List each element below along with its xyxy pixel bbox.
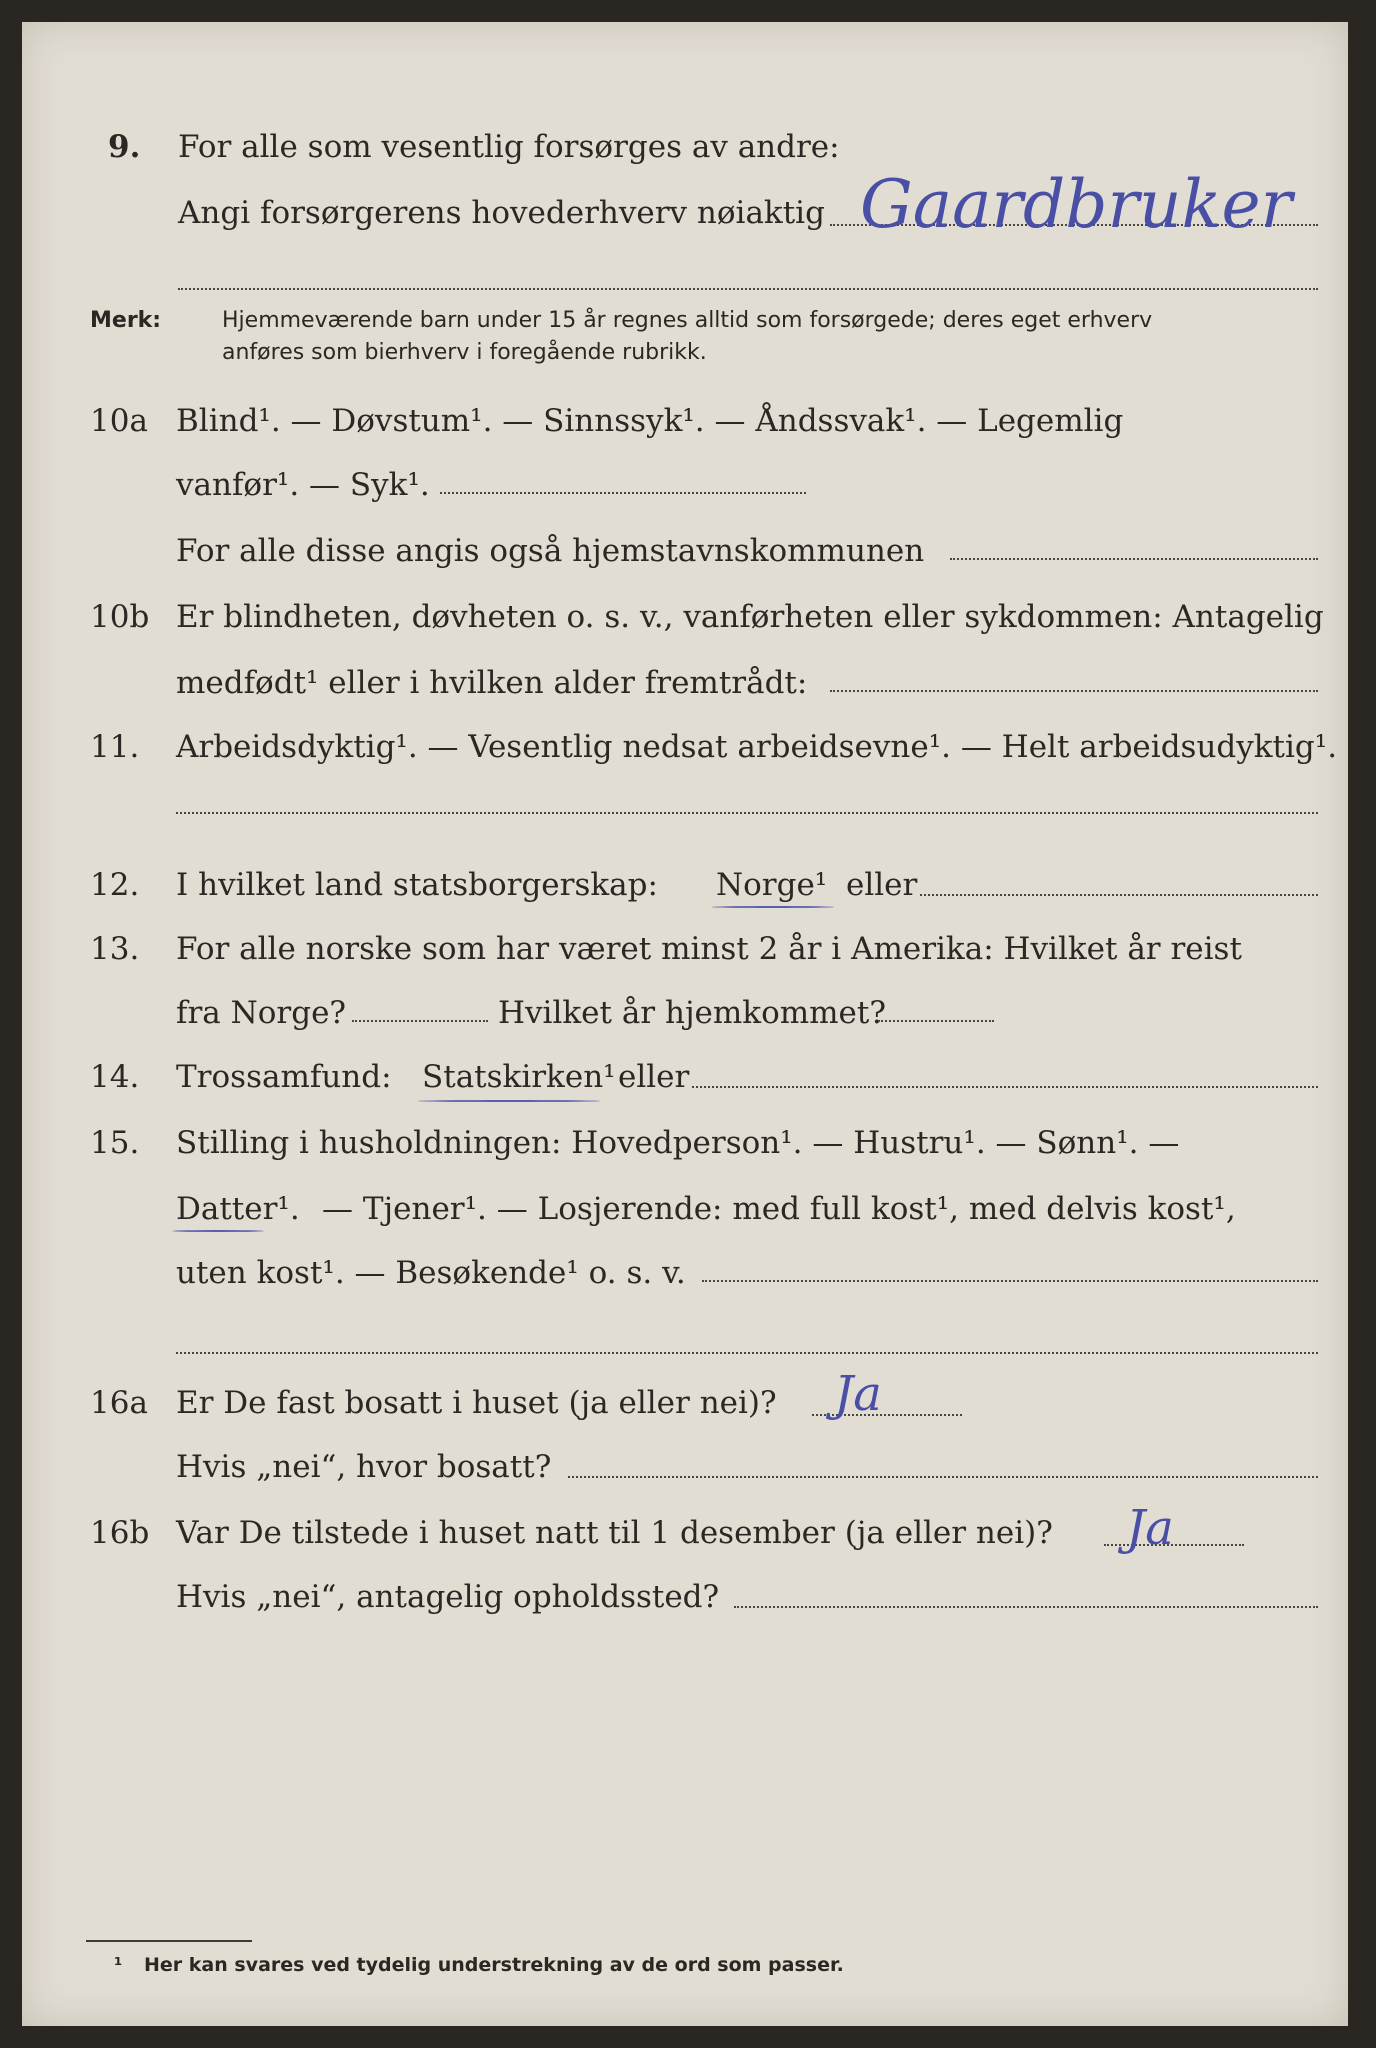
q16a-line1: Er De fast bosatt i huset (ja eller nei)?	[176, 1385, 777, 1421]
q14-option-statskirken[interactable]: Statskirken¹	[422, 1059, 616, 1095]
q9-extra-line[interactable]	[178, 288, 1318, 290]
q16a-bosatt-field[interactable]	[568, 1476, 1318, 1478]
q11-extra-line[interactable]	[176, 812, 1318, 814]
q16b-line1: Var De tilstede i huset natt til 1 desember (ja eller nei)?	[176, 1515, 1053, 1551]
q15-datter-underline	[172, 1230, 264, 1232]
q10a-line2: vanfør¹. — Syk¹.	[176, 467, 430, 503]
q10b-alder-field[interactable]	[830, 690, 1318, 692]
q13-reist-label: fra Norge?	[176, 995, 347, 1031]
q15-other-field[interactable]	[702, 1280, 1318, 1282]
q13-line1: For alle norske som har været minst 2 år i Amerika: Hvilket år reist	[176, 931, 1242, 967]
footnote-rule	[86, 1940, 252, 1942]
q14-number: 14.	[90, 1059, 140, 1095]
q14-other-field[interactable]	[692, 1086, 1318, 1088]
q16a-handwritten-answer: Ja	[834, 1366, 882, 1422]
q10a-line1: Blind¹. — Døvstum¹. — Sinnssyk¹. — Åndssvak¹. — Legemlig	[176, 403, 1124, 439]
q12-number: 12.	[90, 867, 140, 903]
q12-eller: eller	[846, 867, 918, 903]
q15-option-datter[interactable]: Datter¹.	[176, 1191, 300, 1227]
q15-line3: uten kost¹. — Besøkende¹ o. s. v.	[176, 1255, 686, 1291]
footnote-text: Her kan svares ved tydelig understrekning av de ord som passer.	[144, 1954, 844, 1976]
q16b-handwritten-answer: Ja	[1126, 1500, 1174, 1556]
q13-hjemkommet-field[interactable]	[878, 1020, 994, 1022]
q16b-number: 16b	[90, 1515, 150, 1551]
merk-line1: Hjemmeværende barn under 15 år regnes alltid som forsørgede; deres eget erhverv	[222, 308, 1153, 333]
q14-label: Trossamfund:	[176, 1059, 392, 1095]
q13-number: 13.	[90, 931, 140, 967]
q9-handwritten-answer: Gaardbruker	[860, 166, 1293, 243]
q10b-line2: medfødt¹ eller i hvilken alder fremtrådt:	[176, 665, 808, 701]
q16b-answer-field[interactable]	[1104, 1544, 1244, 1546]
merk-line2: anføres som bierhverv i foregående rubrikk.	[222, 340, 707, 365]
q12-option-norge[interactable]: Norge¹	[716, 867, 828, 903]
q16a-number: 16a	[90, 1385, 148, 1421]
q12-label: I hvilket land statsborgerskap:	[176, 867, 658, 903]
q12-other-field[interactable]	[920, 894, 1318, 896]
q15-line2: — Tjener¹. — Losjerende: med full kost¹, med delvis kost¹,	[322, 1191, 1236, 1227]
q10b-number: 10b	[90, 599, 150, 635]
footnote-marker: ¹	[114, 1954, 123, 1976]
q12-norge-underline	[712, 906, 834, 908]
q10a-number: 10a	[90, 403, 148, 439]
q16a-line2: Hvis „nei“, hvor bosatt?	[176, 1449, 552, 1485]
q15-line1: Stilling i husholdningen: Hovedperson¹. — Hustru¹. — Sønn¹. —	[176, 1125, 1180, 1161]
q15-extra-line[interactable]	[176, 1352, 1318, 1354]
q10b-line1: Er blindheten, døvheten o. s. v., vanførheten eller sykdommen: Antagelig	[176, 599, 1324, 635]
q11-line1: Arbeidsdyktig¹. — Vesentlig nedsat arbeidsevne¹. — Helt arbeidsudyktig¹.	[176, 729, 1338, 765]
q10a-line3: For alle disse angis også hjemstavnskommunen	[176, 533, 925, 569]
q10a-kommune-field[interactable]	[950, 558, 1318, 560]
merk-label: Merk:	[90, 308, 162, 333]
q9-line1: For alle som vesentlig forsørges av andre:	[178, 129, 840, 165]
q13-hjemkommet-label: Hvilket år hjemkommet?	[498, 995, 886, 1031]
q14-statskirken-underline	[418, 1100, 600, 1102]
census-form-page	[22, 22, 1348, 2026]
q14-eller: eller	[618, 1059, 690, 1095]
q15-number: 15.	[90, 1125, 140, 1161]
q13-reist-field[interactable]	[352, 1020, 488, 1022]
q9-number: 9.	[108, 129, 141, 165]
q11-number: 11.	[90, 729, 140, 765]
q16b-opholdssted-field[interactable]	[734, 1606, 1318, 1608]
q10a-syk-field[interactable]	[440, 492, 806, 494]
q9-line2: Angi forsørgerens hovederhverv nøiaktig	[178, 195, 825, 231]
q16b-line2: Hvis „nei“, antagelig opholdssted?	[176, 1579, 720, 1615]
